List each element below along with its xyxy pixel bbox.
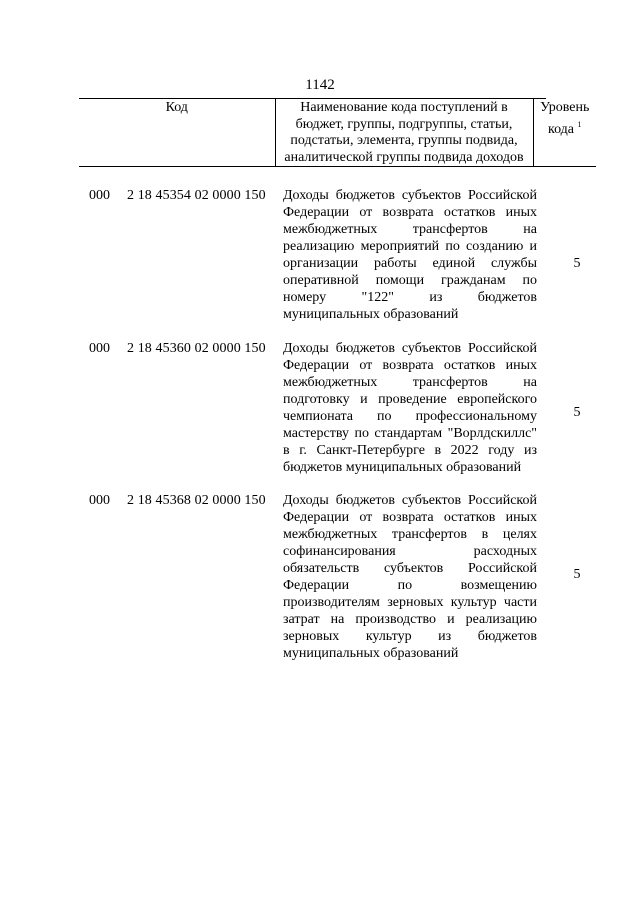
admin-code: 000 [89,188,110,203]
header-code: Код [79,99,275,167]
admin-code: 000 [89,341,110,356]
page-number: 1142 [305,77,335,93]
code-level: 5 [573,567,581,582]
header-name: Наименование кода поступлений в бюджет, группы, подгруппы, статьи, подстатьи, элемента, группы подвида, аналитической группы подвида доходов [275,99,533,167]
budget-code: 2 18 45368 02 0000 150 [127,493,266,508]
code-level: 5 [573,405,581,420]
budget-code: 2 18 45354 02 0000 150 [127,188,266,203]
income-description: Доходы бюджетов субъектов Российской Федерации от возврата остатков иных межбюджетных трансфертов на реализацию мероприятий по созданию и организации работы единой службы оперативной помощи гражданам по номеру "122" из бюджетов муниципальных образований [283,188,537,322]
footnote-marker: 1 [577,119,582,129]
income-description: Доходы бюджетов субъектов Российской Федерации от возврата остатков иных межбюджетных трансфертов на подготовку и проведение европейского чемпионата по профессиональному мастерству по стандартам "Ворлдскиллс" в г. Санкт-Петербурге в 2022 году из бюджетов муниципальных образований [283,341,537,475]
code-level: 5 [573,256,581,271]
income-description: Доходы бюджетов субъектов Российской Федерации от возврата остатков иных межбюджетных трансфертов в целях софинансирования расходных обязательств субъектов Российской Федерации по возмещению производителям зерновых культур части затрат на производство и реализацию зерновых культур из бюджетов муниципальных образований [283,493,537,661]
header-level-text: Уровень кода [540,100,590,137]
budget-code: 2 18 45360 02 0000 150 [127,341,266,356]
admin-code: 000 [89,493,110,508]
